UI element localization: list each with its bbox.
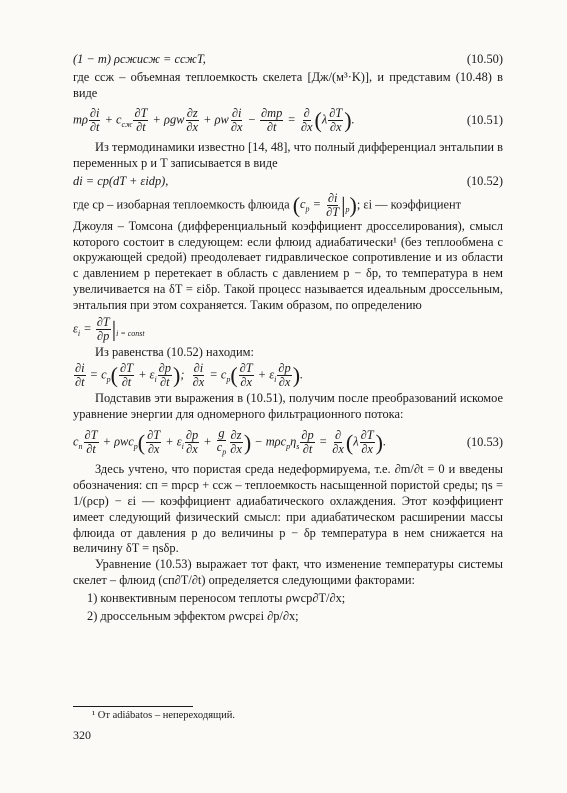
equation-formula: $\frac{\partial i}{\partial t}$ = $c_p$( $\frac{\partial T}{\partial t}$ + $\varepsilon_i$ $\frac{\partial p}{\partial t}$ ); $\frac{\partial i}{\partial x}$ = $c_p$( $\frac{\partial T}{\partial x}$ + $\varepsilon_i$ $\frac{\partial p}{\partial x}$ ). <box>75 361 304 390</box>
equation-number: (10.52) <box>466 173 503 188</box>
equation-number: (10.50) <box>466 52 503 66</box>
equation-derivatives <box>73 362 503 389</box>
paragraph: Уравнение (10.53) выражает тот факт, что изменение температуры системы скелет – флюид (cп∂T/∂t) определяется следующими факторами: <box>73 557 503 587</box>
page-body <box>73 50 503 626</box>
equation-10-51 <box>73 107 503 134</box>
paragraph: Здесь учтено, что пористая среда недеформируема, т.е. ∂m/∂t = 0 и введены обозначения: cп = mρcp + cсж – теплоемкость насыщенной пористой среды; ηs = 1/(ρcp) − εi — коэффициент адиабатического охлаждения. Этот коэффициент имеет следующий физический смысл: при адиабатическом расширении массы флюида от давления p до величины p − δp температура в нем снижается на величину δT = ηsδp. <box>73 462 503 556</box>
paragraph: Из равенства (10.52) находим: <box>95 344 254 359</box>
equation-10-53 <box>73 427 503 458</box>
equation-joule-thomson <box>73 316 503 343</box>
equation-formula: $\varepsilon_i$ = $\frac{\partial T}{\partial p}$ $|_{i = const}$ <box>73 314 145 343</box>
equation-formula: mρ $\frac{\partial i}{\partial t}$ + $c_{сж}$ $\frac{\partial T}{\partial t}$ + ρgw $\frac{\partial z}{\partial x}$ + ρw $\frac{\partial i}{\partial x}$ − $\frac{\partial mp}{\partial t}$ = $\frac{\partial}{\partial x}$ (λ $\frac{\partial T}{\partial x}$ ). <box>73 106 355 135</box>
equation-10-50 <box>73 52 503 68</box>
equation-10-52 <box>73 174 503 190</box>
equation-number: (10.51) <box>466 112 503 127</box>
paragraph: Подставив эти выражения в (10.51), получим после преобразований искомое уравнение энергии для одномерного фильтрационного потока: <box>73 391 503 422</box>
equation-number: (10.53) <box>466 434 503 449</box>
footnote: ¹ От adiábatos – непереходящий. <box>92 710 235 721</box>
footnote-divider <box>73 706 193 707</box>
list-item: 1) конвективным переносом теплоты ρwcp∂T/∂x; <box>87 590 346 605</box>
paragraph: Джоуля – Томсона (дифференциальный коэффициент дросселирования), смысл которого состоит в следующем: если флюид адиабатически¹ (без теплообмена с окружающей средой) преодолевает гидравлическое сопротивление и из области с давлением p перетекает в область с давлением p − δp, то температура в нем увеличивается на δT = εiδp. Такой процесс называется идеальным дроссельным, энтальпия при этом сохраняется. Таким образом, по определению <box>73 218 503 312</box>
equation-formula: $c_п$ $\frac{\partial T}{\partial t}$ + ρwc$_p$( $\frac{\partial T}{\partial x}$ + $\varepsilon_i$ $\frac{\partial p}{\partial x}$ + $\frac{g}{c_p}$ $\frac{\partial z}{\partial x}$ ) − $m\rho c_p\eta_s$ $\frac{\partial p}{\partial t}$ = $\frac{\partial}{\partial x}$ (λ $\frac{\partial T}{\partial x}$ ). <box>73 425 387 457</box>
paragraph-part: где cp – изобарная теплоемкость флюида <box>73 197 290 212</box>
equation-text: di = cp(dT + εidp), <box>73 173 169 188</box>
equation-text: (1 − m) ρсжuсж = cсжT, <box>73 52 206 66</box>
page-number: 320 <box>73 728 91 742</box>
paragraph: где cсж – объемная теплоемкость скелета [Дж/(м³·K)], и представим (10.48) в виде <box>73 69 503 100</box>
paragraph: где cp – изобарная теплоемкость флюида ($c_p$ = $\frac{\partial i}{\partial T}$ $|_p$); εi — коэффициент <box>73 190 462 219</box>
paragraph: Из термодинамики известно [14, 48], что полный дифференциал энтальпии в переменных p и T записывается в виде <box>73 140 503 171</box>
list-item: 2) дроссельным эффектом ρwcpεi ∂p/∂x; <box>87 608 299 623</box>
paragraph-part: ; εi — коэффициент <box>356 197 462 212</box>
